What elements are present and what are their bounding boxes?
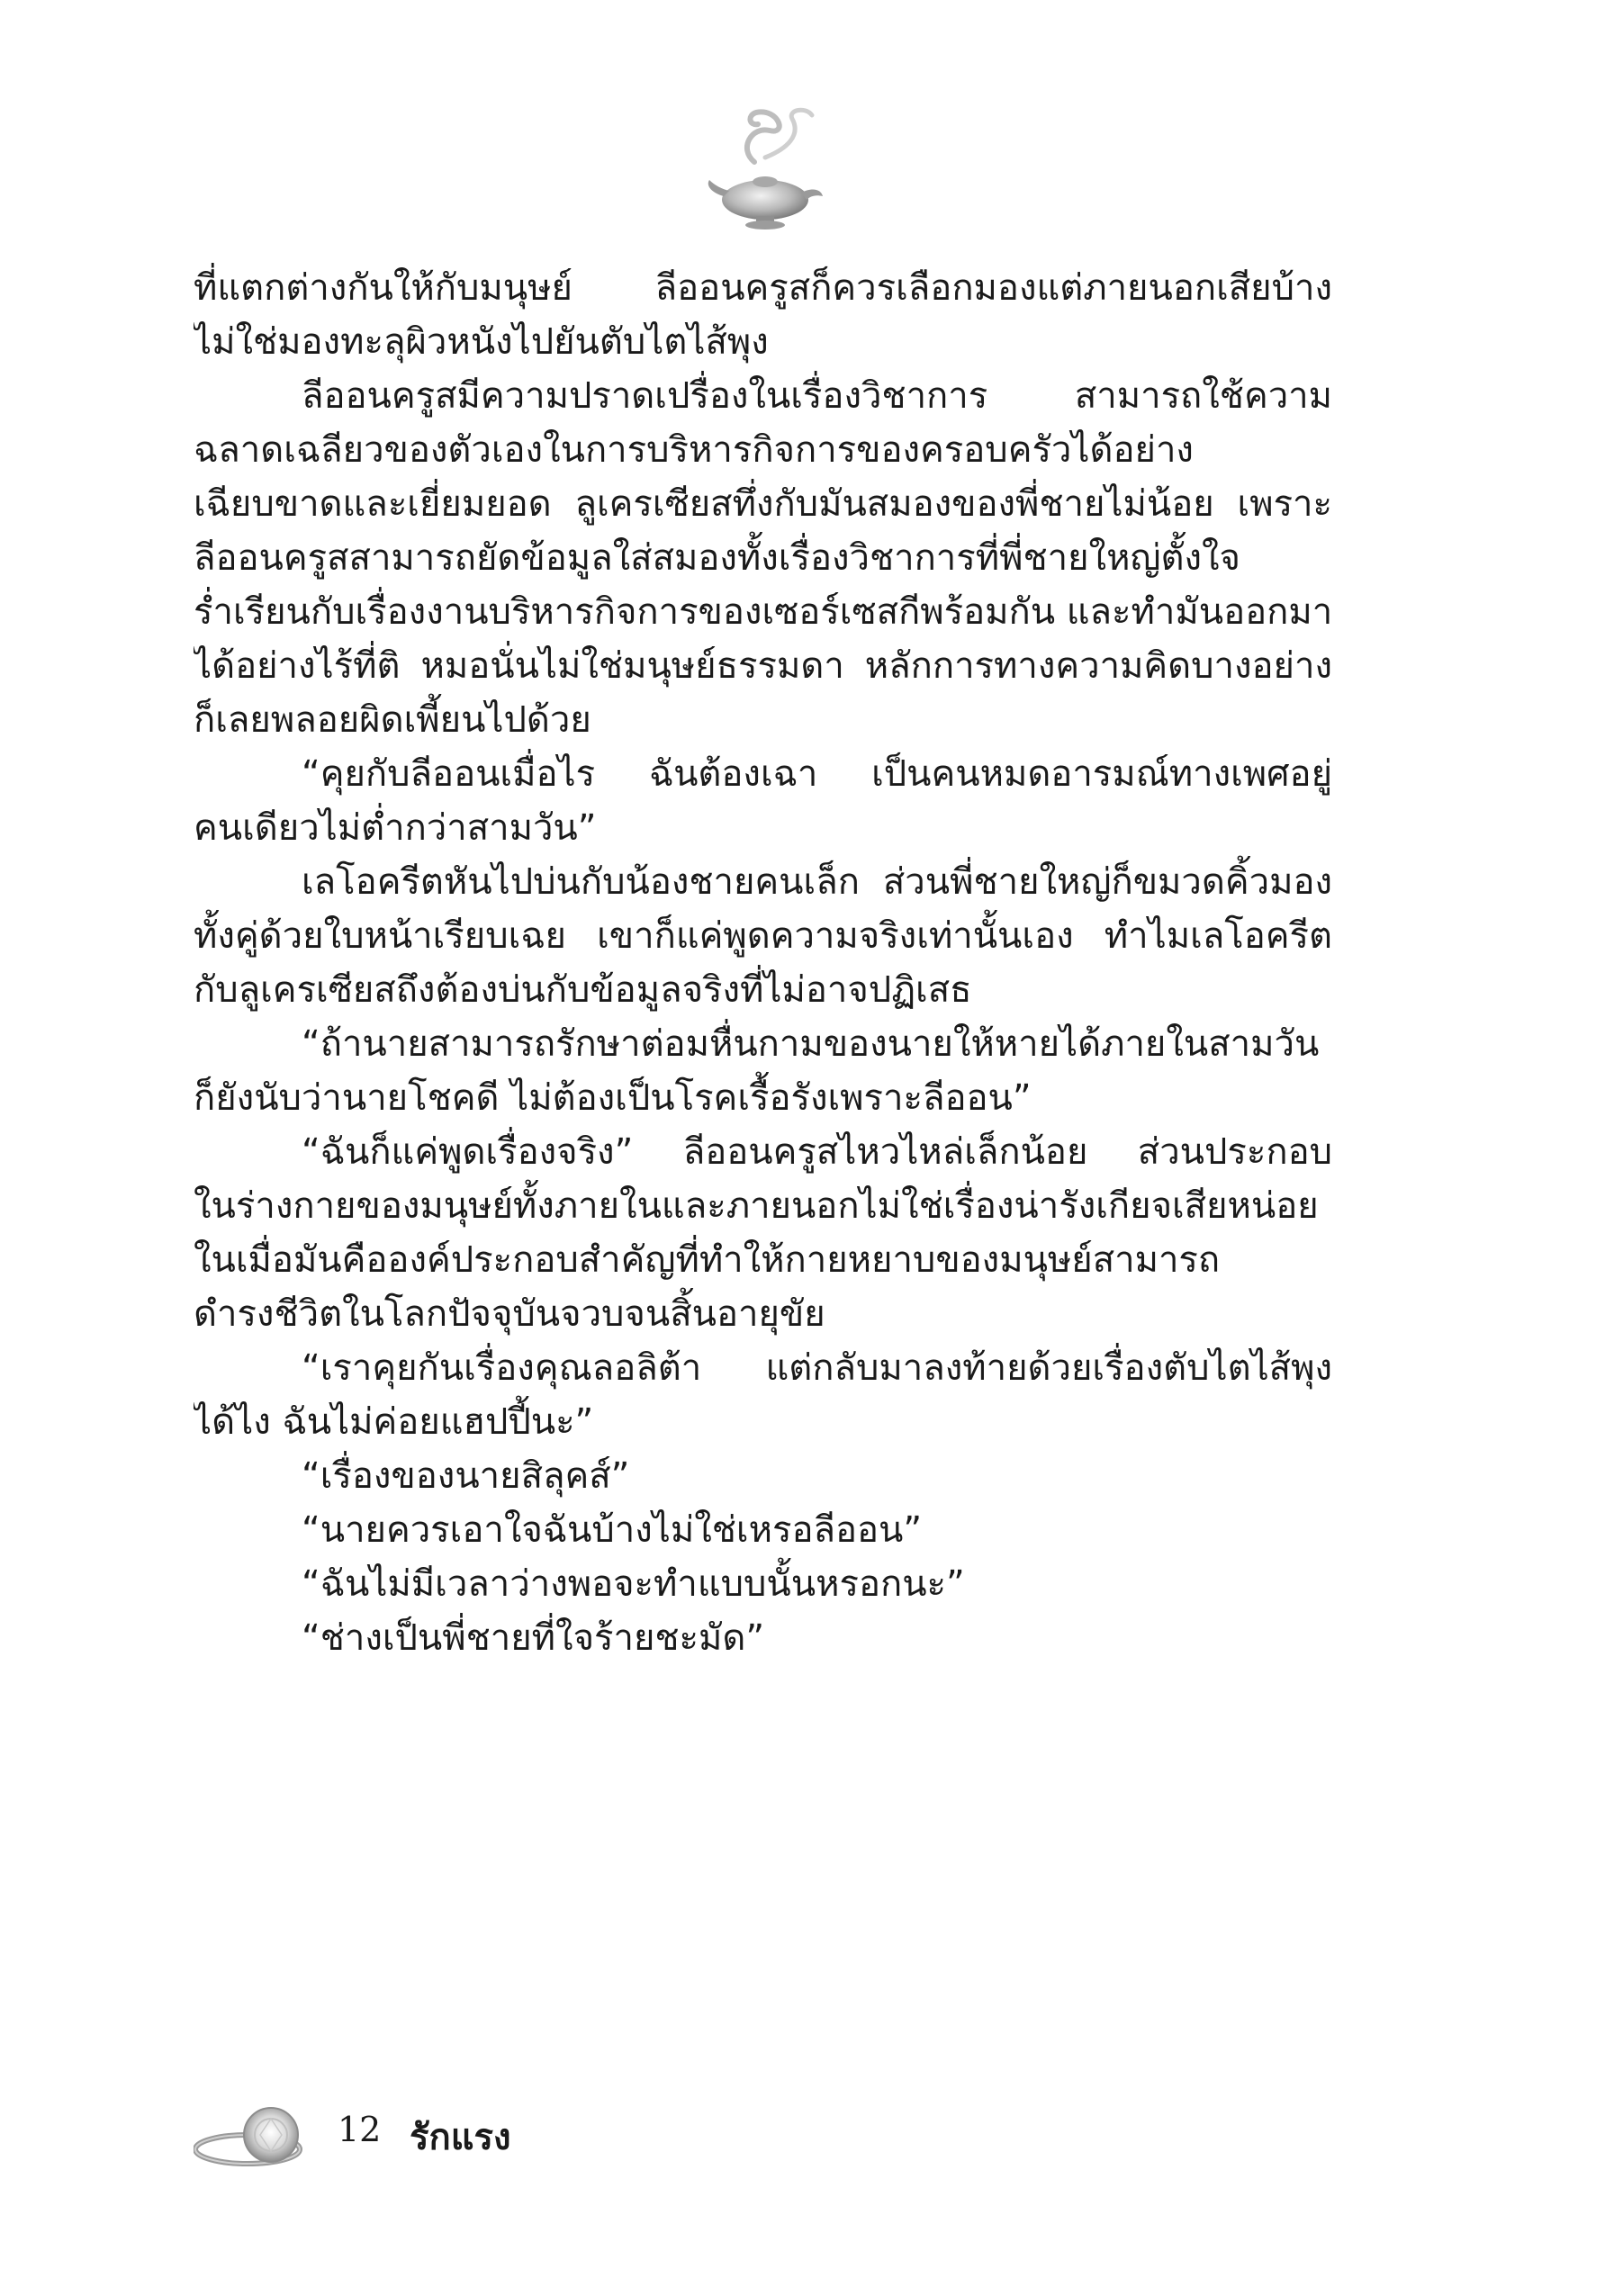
body-line: ไม่ใช่มองทะลุผิวหนังไปยันตับไตไส้พุง bbox=[194, 321, 769, 363]
body-line: ลีออนครูสสามารถยัดข้อมูลใส่สมองทั้งเรื่องวิชาการที่พี่ชายใหญ่ตั้งใจ bbox=[194, 537, 1240, 579]
page-footer bbox=[194, 2097, 734, 2178]
paragraph-first-line: เลโอครีตหันไปบ่นกับน้องชายคนเล็ก ส่วนพี่ชายใหญ่ก็ขมวดคิ้วมอง bbox=[302, 861, 1332, 903]
dialogue-line: “เราคุยกันเรื่องคุณลอลิต้า แต่กลับมาลงท้ายด้วยเรื่องตับไตไส้พุง bbox=[302, 1347, 1332, 1389]
body-line: ฉลาดเฉลียวของตัวเองในการบริหารกิจการของครอบครัวได้อย่าง bbox=[194, 429, 1194, 471]
dialogue-line: “ฉันก็แค่พูดเรื่องจริง” ลีออนครูสไหวไหล่เล็กน้อย ส่วนประกอบ bbox=[302, 1131, 1332, 1173]
dialogue-line: “ถ้านายสามารถรักษาต่อมหื่นกามของนายให้หายได้ภายในสามวัน bbox=[302, 1023, 1320, 1065]
body-line: กับลูเครเซียสถึงต้องบ่นกับข้อมูลจริงที่ไม่อาจปฏิเสธ bbox=[194, 969, 972, 1011]
dialogue-line: “นายควรเอาใจฉันบ้างไม่ใช่เหรอลีออน” bbox=[302, 1509, 923, 1551]
body-line: ก็เลยพลอยผิดเพี้ยนไปด้วย bbox=[194, 699, 591, 741]
body-line: ทั้งคู่ด้วยใบหน้าเรียบเฉย เขาก็แค่พูดความจริงเท่านั้นเอง ทำไมเลโอครีต bbox=[194, 915, 1332, 957]
dialogue-line: “ช่างเป็นพี่ชายที่ใจร้ายชะมัด” bbox=[302, 1617, 765, 1659]
diamond-ring-icon bbox=[194, 2097, 320, 2178]
page-number: 12 bbox=[338, 2110, 382, 2149]
body-line: ในเมื่อมันคือองค์ประกอบสำคัญที่ทำให้กายหยาบของมนุษย์สามารถ bbox=[194, 1239, 1221, 1281]
paragraph-first-line: ลีออนครูสมีความปราดเปรื่องในเรื่องวิชาการ สามารถใช้ความ bbox=[302, 375, 1332, 417]
dialogue-line: “คุยกับลีออนเมื่อไร ฉันต้องเฉา เป็นคนหมดอารมณ์ทางเพศอยู่ bbox=[302, 753, 1332, 795]
body-line: ได้อย่างไร้ที่ติ หมอนั่นไม่ใช่มนุษย์ธรรมดา หลักการทางความคิดบางอย่าง bbox=[194, 645, 1332, 687]
body-line: เฉียบขาดและเยี่ยมยอด ลูเครเซียสทึ่งกับมันสมองของพี่ชายไม่น้อย เพราะ bbox=[194, 483, 1332, 525]
body-text bbox=[194, 261, 1332, 1665]
dialogue-line: “เรื่องของนายสิลุคส์” bbox=[302, 1455, 630, 1497]
body-line: ที่แตกต่างกันให้กับมนุษย์ ลีออนครูสก็ควรเลือกมองแต่ภายนอกเสียบ้าง bbox=[194, 267, 1332, 309]
genie-lamp-icon bbox=[702, 99, 828, 234]
dialogue-line: “ฉันไม่มีเวลาว่างพอจะทำแบบนั้นหรอกนะ” bbox=[302, 1563, 965, 1605]
body-line: ก็ยังนับว่านายโชคดี ไม่ต้องเป็นโรคเรื้อรังเพราะลีออน” bbox=[194, 1077, 1032, 1119]
body-line: ดำรงชีวิตในโลกปัจจุบันจวบจนสิ้นอายุขัย bbox=[194, 1293, 825, 1335]
body-line: ร่ำเรียนกับเรื่องงานบริหารกิจการของเซอร์เซสกีพร้อมกัน และทำมันออกมา bbox=[194, 591, 1332, 633]
body-line: ได้ไง ฉันไม่ค่อยแฮปปี้นะ” bbox=[194, 1401, 594, 1443]
book-title: รักแรง bbox=[410, 2117, 511, 2158]
body-line: ในร่างกายของมนุษย์ทั้งภายในและภายนอกไม่ใช่เรื่องน่ารังเกียจเสียหน่อย bbox=[194, 1185, 1319, 1227]
body-line: คนเดียวไม่ต่ำกว่าสามวัน” bbox=[194, 807, 597, 849]
